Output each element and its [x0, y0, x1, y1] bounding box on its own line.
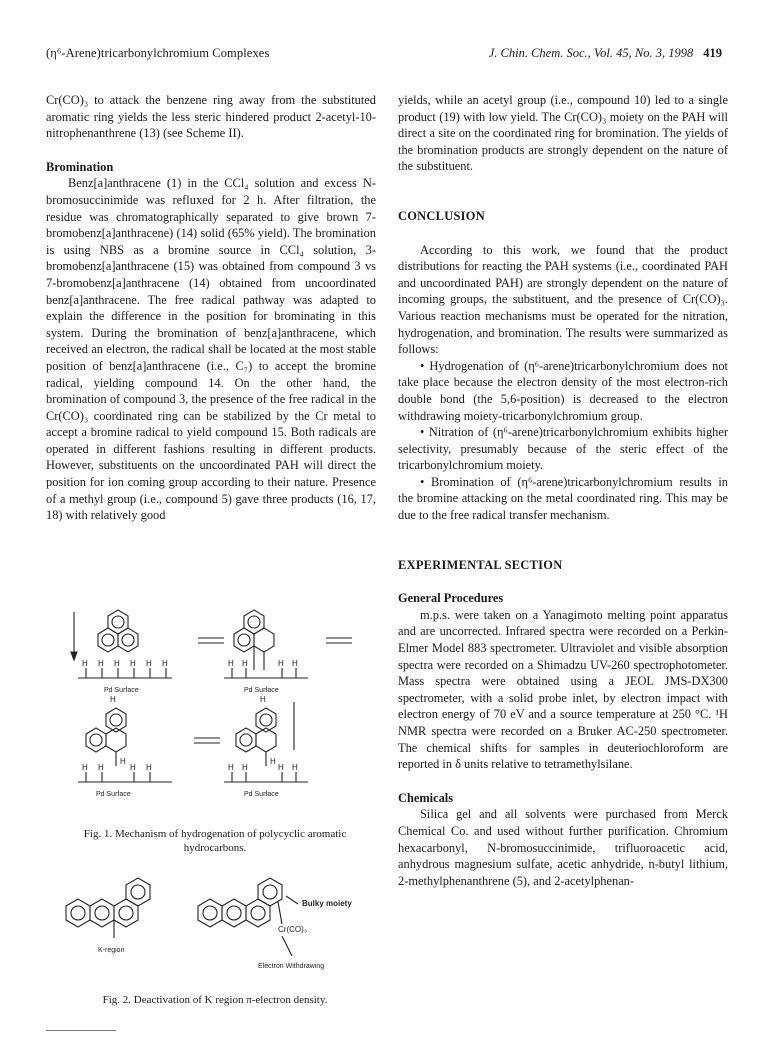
phenanthrene-structure-1 — [98, 610, 138, 652]
k-region-deactivation-diagram — [46, 866, 376, 986]
general-procedures-heading: General Procedures — [398, 591, 504, 606]
page-number: 419 — [703, 46, 722, 60]
chemicals-paragraph: Silica gel and all solvents were purchased from Merck Chemical Co. and used without further purification. Chromium hexacarbonyl, N-bromosuccinimide, trifluoroacetic acid, anhydrous magnesium sulfate, acetic anhydride, n-butyl lithium, 2-methylphenanthrene (5), and 2-acetylphenan- — [398, 807, 728, 888]
conclusion-paragraph: According to this work, we found that the product distributions for reacting the PAH systems (i.e., coordinated PAH and uncoordinated PAH) are strongly dependent on the nature of incoming groups, the substituent, and the presence of Cr(CO)₃. Various reaction mechanisms must be operated for the nitration, hydrogenation, and bromination. The results were summarized as follows: — [398, 242, 728, 357]
figure-2 — [46, 866, 376, 986]
h-atom-label: H — [242, 763, 248, 772]
h-atom-label: H — [130, 763, 136, 772]
h-atom-label: H — [82, 659, 88, 668]
h-atom-label: H — [228, 763, 234, 772]
k-region-label: K-region — [98, 947, 125, 954]
figure-2-caption: Fig. 2. Deactivation of K region π-electron density. — [102, 994, 328, 1006]
h-atom-label: H — [130, 659, 136, 668]
equilibrium-arrow-2 — [326, 638, 352, 643]
pd-surface-label: Pd Surface — [96, 791, 131, 798]
h-atom-label: H — [242, 659, 248, 668]
conclusion-bullet-nitration: • Nitration of (η⁶-arene)tricarbonylchromium exhibits higher selectivity, presumably because of the steric effect of the tricarbonylchromium moiety. — [398, 425, 728, 473]
left-para-1: Cr(CO)₃ to attack the benzene ring away from the substituted aromatic ring yields the less steric hindered product 2-acetyl-10-nitrophenanthrene (13) (see Scheme II). — [46, 93, 376, 141]
benzanthracene-structure — [66, 878, 150, 938]
pd-surface-label: Pd Surface — [104, 687, 139, 694]
bromination-heading: Bromination — [46, 159, 114, 174]
h-atom-label: H — [98, 763, 104, 772]
h-atom-label: H — [292, 659, 298, 668]
equilibrium-arrow-3 — [194, 738, 220, 743]
pd-surface-label: Pd Surface — [244, 687, 279, 694]
running-title: (η⁶-Arene)tricarbonylchromium Complexes — [46, 46, 270, 60]
h-atom-label: H — [228, 659, 234, 668]
left-column — [46, 92, 376, 524]
figure-1 — [46, 604, 376, 864]
chemicals-heading: Chemicals — [398, 790, 454, 805]
h-atom-label: H — [270, 757, 276, 766]
pd-surface-1-lines — [78, 668, 172, 678]
bulky-moiety-label: Bulky moiety — [302, 899, 352, 908]
conclusion-bullet-hydrogenation: • Hydrogenation of (η⁶-arene)tricarbonylchromium does not take place because the electron density of the most electron-rich double bond (the 5,6-position) is decreased to the electron withdrawing moiety-tricarbonylchromium group. — [398, 358, 728, 423]
crco3-label: Cr(CO)₃ — [278, 925, 308, 934]
journal-name: J. Chin. Chem. Soc., Vol. 45, No. 3, 1998 — [488, 46, 694, 60]
h-atom-label: H — [162, 659, 168, 668]
h-atom-label: H — [260, 695, 266, 704]
pd-surface-4-lines — [224, 772, 308, 782]
hydrogenation-mechanism-diagram — [46, 604, 376, 854]
right-para-1: yields, while an acetyl group (i.e., compound 10) led to a single product (19) with low yield. The Cr(CO)₃ moiety on the PAH will direct a site on the coordinated ring for bromination. The yields of the bromination products are strongly dependent on the nature of the substituent. — [398, 93, 728, 174]
h-atom-label: H — [278, 659, 284, 668]
h-atom-label: H — [114, 659, 120, 668]
h-atom-label: H — [110, 695, 116, 704]
equilibrium-arrow-1 — [198, 638, 224, 643]
bromination-paragraph: Benz[a]anthracene (1) in the CCl₄ solution and excess N-bromosuccinimide was refluxed for 2 h. After filtration, the residue was chromatographically separated to give brown 7-bromobenz[a]anthracene) (14) solid (65% yield). The bromination is using NBS as a bromine source in CCl₄ solution, 3-bromobenz[a]anthracene (15) was obtained from compound 3 vs 7-bromobenz[a]anthracene (14) obtained from uncoordinated benz[a]anthracene. The free radical pathway was adapted to explain the difference in the position for brominating in this system. During the bromination of benz[a]anthracene, which received an electron, the radical shall be located at the most stable position of benz[a]anthracene (i.e., C₇) to accept the bromine radical, yielding compound 14. On the other hand, the bromination of compound 3, the presence of the free radical in the Cr(CO)₃ coordinated ring can be stabilized by the Cr metal to accept a bromine radical to yield compound 15. Both radicals are operated in different fashions resulting in different products. However, substituents on the uncoordinated PAH will direct the position for ion coming group according to their nature. Presence of a methyl group (i.e., compound 5) gave three products (16, 17, 18) with relatively good — [46, 176, 376, 523]
h-atom-label: H — [146, 659, 152, 668]
conclusion-heading: CONCLUSION — [398, 208, 485, 223]
adsorbed-structure-2 — [236, 702, 294, 766]
general-procedures-paragraph: m.p.s. were taken on a Yanagimoto melting point apparatus and are uncorrected. Infrared spectra were recorded on a Perkin-Elmer Model 883 spectrometer. Ultraviolet and visible absorption spectra were recorded on a Shimadzu UV-260 spectrophotometer. Mass spectra were obtained using a JEOL JMS-DX300 spectrometer, with a solid probe inlet, by electron impact with electron energy of 70 eV and a source temperature at 250 °C. ¹H NMR spectra were recorded on a Bruker AC-250 spectrometer. The chemical shifts for samples in deuteriochloroform are reported in δ units relative to tetramethylsilane. — [398, 607, 728, 772]
h-atom-label: H — [292, 763, 298, 772]
h-atom-label: H — [82, 763, 88, 772]
footnote-rule — [46, 1030, 116, 1031]
h-atom-label: H — [98, 659, 104, 668]
h-atom-label: H — [278, 763, 284, 772]
complexed-structure — [198, 878, 298, 956]
h-atom-label: H — [120, 757, 126, 766]
electron-withdrawing-label: Electron Withdrawing — [258, 963, 325, 970]
conclusion-bullet-bromination: • Bromination of (η⁶-arene)tricarbonylchromium results in the bromine attacking on the metal coordinated ring. This may be due to the free radical transfer mechanism. — [398, 474, 728, 523]
pd-surface-label: Pd Surface — [244, 791, 279, 798]
h-atom-label: H — [146, 763, 152, 772]
phenanthrene-structure-2 — [234, 610, 274, 670]
right-column — [398, 92, 728, 889]
pd-surface-3-lines — [78, 772, 172, 782]
arrowhead-icon — [71, 652, 77, 660]
figure-1-caption: Fig. 1. Mechanism of hydrogenation of polycyclic aromatic hydrocarbons. — [83, 828, 347, 854]
experimental-heading: EXPERIMENTAL SECTION — [398, 557, 563, 572]
journal-citation — [489, 46, 722, 61]
pd-surface-2-lines — [224, 668, 308, 678]
